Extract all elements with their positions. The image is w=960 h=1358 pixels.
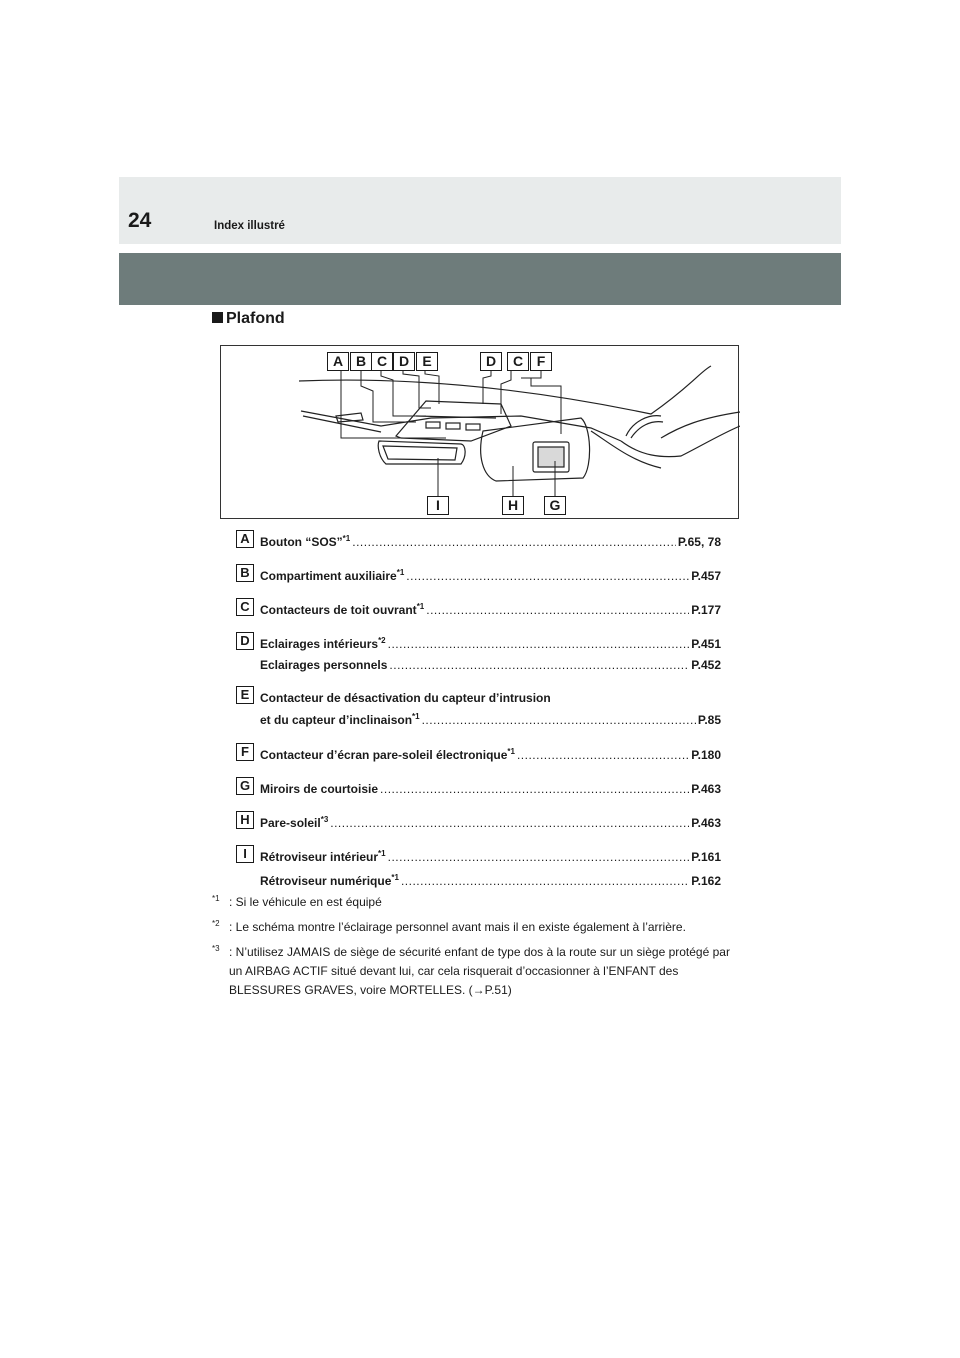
- footnote-3: [212, 943, 742, 1000]
- running-title: Index illustré: [214, 220, 285, 232]
- header-band: [119, 177, 841, 244]
- leader-dots: [330, 816, 689, 831]
- legend-badge-g: G: [236, 777, 254, 795]
- page-ref[interactable]: P.85: [697, 713, 721, 727]
- ceiling-illustration: [220, 345, 739, 519]
- page-ref[interactable]: P.463: [691, 816, 721, 830]
- footnote-mark: *2: [212, 919, 220, 928]
- legend-badge-h: H: [236, 811, 254, 829]
- callout-c-2: C: [507, 352, 529, 371]
- page-number: 24: [128, 209, 152, 232]
- square-bullet-icon: [212, 312, 223, 323]
- page-ref[interactable]: P.457: [691, 569, 721, 583]
- legend-badge-i: I: [236, 845, 254, 863]
- section-heading-text: Plafond: [226, 310, 285, 327]
- entry-label: Pare-soleil$^{*3}$: [260, 815, 329, 830]
- legend-badge-d: D: [236, 632, 254, 650]
- page-ref[interactable]: P.452: [691, 658, 721, 672]
- footnote-mark: *3: [212, 944, 220, 953]
- footnote-text: : N’utilisez JAMAIS de siège de sécurité enfant de type dos à la route sur un siège protégé par un AIRBAG ACTIF situé devant lui, car cela risquerait d’occasionner à l’ENFANT des BLESSURES GRAVES, voire MORTELLES. (→P.51): [229, 945, 730, 997]
- legend-entry-interior-lights: [260, 637, 721, 652]
- legend-entry-electronic-visor: [260, 748, 721, 763]
- callout-b: B: [350, 352, 372, 371]
- callout-d: D: [393, 352, 415, 371]
- callout-e: E: [416, 352, 438, 371]
- callout-c: C: [371, 352, 393, 371]
- leader-dots: [380, 782, 689, 797]
- footnote-text: : Le schéma montre l’éclairage personnel avant mais il en existe également à l’arrière.: [229, 920, 686, 934]
- leader-dots: [352, 535, 676, 550]
- page-ref[interactable]: P.65, 78: [677, 535, 721, 549]
- legend-entry-intrusion-sensor: [260, 713, 721, 728]
- leader-dots: [406, 569, 689, 584]
- legend-entry-sun-visor: [260, 816, 721, 831]
- leader-dots: [401, 874, 689, 889]
- legend-entry-sos-button: [260, 535, 721, 550]
- callout-h: H: [502, 496, 524, 515]
- callout-i: I: [427, 496, 449, 515]
- page-ref[interactable]: P.177: [691, 603, 721, 617]
- entry-label: Miroirs de courtoisie: [260, 782, 379, 796]
- leader-dots: [426, 603, 689, 618]
- legend-entry-personal-lights: [260, 658, 721, 673]
- legend-entry-inside-mirror: [260, 850, 721, 865]
- entry-label: et du capteur d’inclinaison$^{*1}$: [260, 712, 420, 727]
- legend-entry-digital-mirror: [260, 874, 721, 889]
- section-heading: [212, 308, 285, 330]
- leader-dots: [388, 850, 690, 865]
- callout-f: F: [530, 352, 552, 371]
- page-ref[interactable]: P.180: [691, 748, 721, 762]
- callout-g: G: [544, 496, 566, 515]
- section-band: [119, 253, 841, 305]
- legend-badge-e: E: [236, 686, 254, 704]
- page-ref[interactable]: P.161: [691, 850, 721, 864]
- footnote-text: : Si le véhicule en est équipé: [229, 895, 382, 909]
- leader-dots: [517, 748, 689, 763]
- page-ref[interactable]: P.463: [691, 782, 721, 796]
- leader-dots: [388, 637, 690, 652]
- page-ref[interactable]: P.162: [691, 874, 721, 888]
- legend-entry-sunroof-switches: [260, 603, 721, 618]
- page-ref[interactable]: P.451: [691, 637, 721, 651]
- legend-entry-vanity-mirrors: [260, 782, 721, 797]
- leader-dots: [389, 658, 689, 673]
- footnote-1: [212, 893, 742, 912]
- legend-entry-auxiliary-compartment: [260, 569, 721, 584]
- entry-label: Rétroviseur numérique$^{*1}$: [260, 873, 399, 888]
- callout-d-2: D: [480, 352, 502, 371]
- entry-label: Compartiment auxiliaire$^{*1}$: [260, 568, 405, 583]
- legend-entry-intrusion-sensor-line1: Contacteur de désactivation du capteur d’intrusion: [260, 691, 551, 705]
- entry-label: Contacteurs de toit ouvrant$^{*1}$: [260, 602, 425, 617]
- entry-label: Contacteur d’écran pare-soleil électronique$^{*1}$: [260, 747, 515, 762]
- entry-label: Eclairages intérieurs$^{*2}$: [260, 636, 386, 651]
- leader-dots: [422, 713, 696, 728]
- footnote-mark: *1: [212, 894, 220, 903]
- ceiling-drawing: [221, 346, 740, 520]
- entry-label: Rétroviseur intérieur$^{*1}$: [260, 849, 386, 864]
- legend-badge-a: A: [236, 530, 254, 548]
- footnote-2: [212, 918, 742, 937]
- legend-badge-f: F: [236, 743, 254, 761]
- entry-label: Bouton “SOS”$^{*1}$: [260, 534, 351, 549]
- legend-badge-b: B: [236, 564, 254, 582]
- legend-badge-c: C: [236, 598, 254, 616]
- entry-label: Eclairages personnels: [260, 658, 388, 672]
- callout-a: A: [327, 352, 349, 371]
